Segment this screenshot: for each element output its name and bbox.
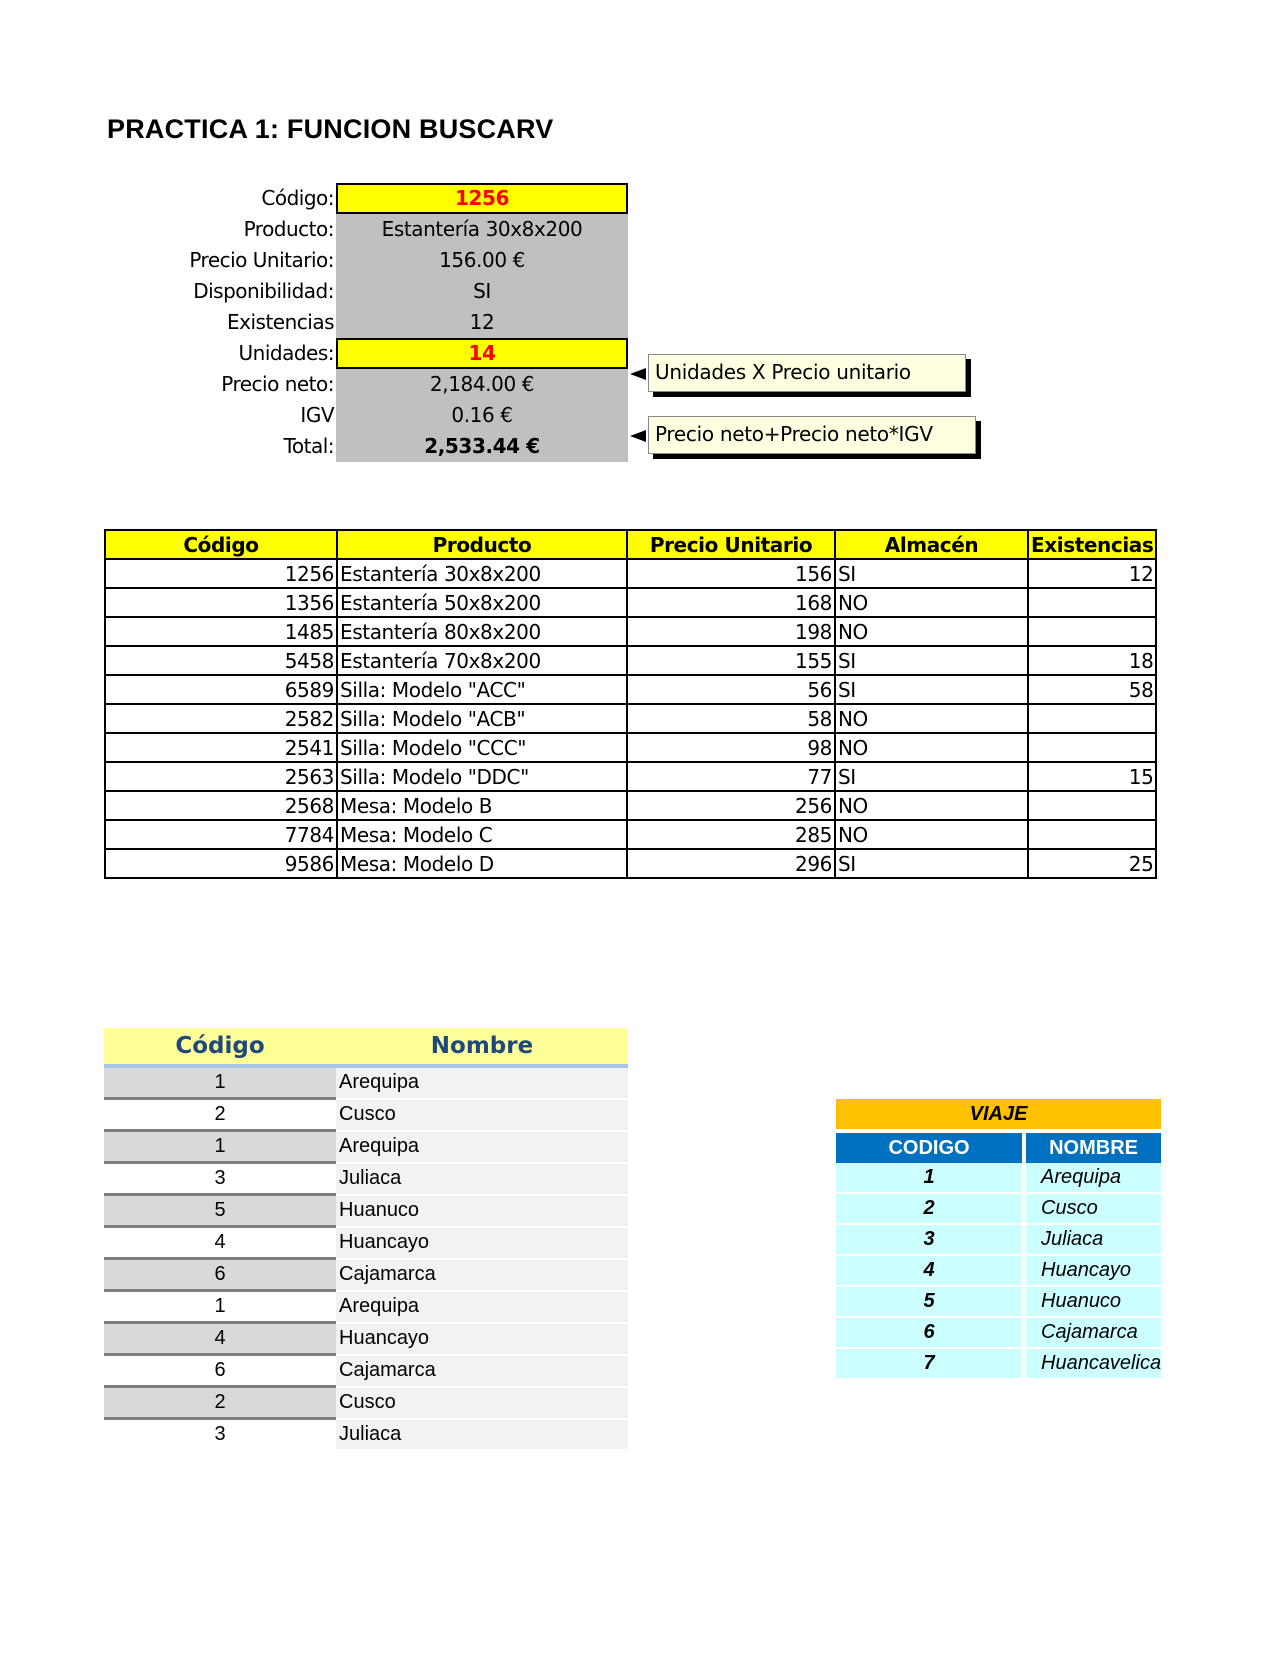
cell-code[interactable]: 1 <box>836 1163 1026 1194</box>
neto-value-cell[interactable]: 2,184.00 € <box>336 369 628 400</box>
cell-name[interactable]: Juliaca <box>336 1163 628 1195</box>
cell-existencias[interactable]: 15 <box>1028 762 1156 791</box>
disponibilidad-value-cell[interactable]: SI <box>336 276 628 307</box>
producto-value-cell[interactable]: Estantería 30x8x200 <box>336 214 628 245</box>
cell-code[interactable]: 2 <box>104 1099 336 1131</box>
list-item <box>104 1227 628 1259</box>
cell-producto[interactable]: Mesa: Modelo D <box>337 849 627 878</box>
cell-name[interactable]: Huanuco <box>1026 1287 1161 1318</box>
products-table <box>104 529 1157 879</box>
cell-codigo[interactable]: 1256 <box>105 559 337 588</box>
cell-producto[interactable]: Estantería 80x8x200 <box>337 617 627 646</box>
cell-existencias[interactable]: 58 <box>1028 675 1156 704</box>
codigo-input-cell[interactable]: 1256 <box>336 183 628 214</box>
cell-almacen[interactable]: SI <box>835 675 1028 704</box>
viaje-table <box>836 1099 1161 1380</box>
cell-codigo[interactable]: 7784 <box>105 820 337 849</box>
cell-code[interactable]: 2 <box>104 1387 336 1419</box>
cell-code[interactable]: 3 <box>836 1225 1026 1256</box>
cell-codigo[interactable]: 1485 <box>105 617 337 646</box>
cell-codigo[interactable]: 1356 <box>105 588 337 617</box>
table-row <box>836 1318 1161 1349</box>
cell-name[interactable]: Arequipa <box>336 1131 628 1163</box>
header-existencias[interactable]: Existencias <box>1028 530 1156 559</box>
cell-existencias[interactable] <box>1028 791 1156 820</box>
header-nombre[interactable]: Nombre <box>336 1028 628 1066</box>
neto-label: Precio neto: <box>221 372 334 396</box>
codes-header-row <box>104 1028 628 1066</box>
list-item <box>104 1323 628 1355</box>
cell-precio[interactable]: 285 <box>627 820 835 849</box>
cell-existencias[interactable] <box>1028 617 1156 646</box>
cell-name[interactable]: Cusco <box>336 1387 628 1419</box>
table-row <box>105 704 1156 733</box>
cell-producto[interactable]: Mesa: Modelo B <box>337 791 627 820</box>
comment-arrow-icon <box>630 430 646 442</box>
cell-code[interactable]: 4 <box>836 1256 1026 1287</box>
cell-code[interactable]: 6 <box>104 1355 336 1387</box>
cell-code[interactable]: 7 <box>836 1349 1026 1380</box>
cell-code[interactable]: 6 <box>836 1318 1026 1349</box>
page-title: PRACTICA 1: FUNCION BUSCARV <box>107 114 554 144</box>
cell-codigo[interactable]: 6589 <box>105 675 337 704</box>
viaje-title: VIAJE <box>836 1099 1161 1129</box>
header-codigo[interactable]: Código <box>105 530 337 559</box>
cell-name[interactable]: Huancayo <box>1026 1256 1161 1287</box>
cell-name[interactable]: Huancayo <box>336 1227 628 1259</box>
cell-name[interactable]: Huancavelica <box>1026 1349 1161 1380</box>
cell-code[interactable]: 5 <box>836 1287 1026 1318</box>
cell-name[interactable]: Arequipa <box>1026 1163 1161 1194</box>
table-row <box>105 791 1156 820</box>
header-codigo[interactable]: Código <box>104 1028 336 1066</box>
cell-name[interactable]: Cusco <box>1026 1194 1161 1225</box>
form-row-codigo <box>100 183 630 214</box>
list-item <box>104 1066 628 1099</box>
cell-producto[interactable]: Silla: Modelo "DDC" <box>337 762 627 791</box>
producto-label: Producto: <box>243 217 334 241</box>
header-nombre[interactable]: NOMBRE <box>1026 1129 1161 1163</box>
cell-almacen[interactable]: SI <box>835 559 1028 588</box>
cell-precio[interactable]: 156 <box>627 559 835 588</box>
cell-code[interactable]: 1 <box>104 1131 336 1163</box>
cell-codigo[interactable]: 2541 <box>105 733 337 762</box>
cell-existencias[interactable]: 18 <box>1028 646 1156 675</box>
table-row <box>836 1194 1161 1225</box>
comment-arrow-icon <box>630 368 646 380</box>
disponibilidad-label: Disponibilidad: <box>193 279 334 303</box>
products-header-row <box>105 530 1156 559</box>
cell-name[interactable]: Juliaca <box>336 1419 628 1450</box>
cell-precio[interactable]: 168 <box>627 588 835 617</box>
table-row <box>105 849 1156 878</box>
list-item <box>104 1131 628 1163</box>
cell-precio[interactable]: 256 <box>627 791 835 820</box>
total-value-cell[interactable]: 2,533.44 € <box>336 431 628 462</box>
cell-code[interactable]: 3 <box>104 1419 336 1450</box>
cell-almacen[interactable]: NO <box>835 820 1028 849</box>
cell-codigo[interactable]: 2582 <box>105 704 337 733</box>
table-row <box>836 1287 1161 1318</box>
list-item <box>104 1195 628 1227</box>
cell-producto[interactable]: Estantería 50x8x200 <box>337 588 627 617</box>
cell-almacen[interactable]: SI <box>835 762 1028 791</box>
cell-name[interactable]: Arequipa <box>336 1291 628 1323</box>
cell-code[interactable]: 2 <box>836 1194 1026 1225</box>
list-item <box>104 1099 628 1131</box>
cell-code[interactable]: 6 <box>104 1259 336 1291</box>
form-row-unidades <box>100 338 630 369</box>
table-row <box>105 559 1156 588</box>
cell-name[interactable]: Juliaca <box>1026 1225 1161 1256</box>
header-producto[interactable]: Producto <box>337 530 627 559</box>
cell-almacen[interactable]: SI <box>835 849 1028 878</box>
list-item <box>104 1419 628 1450</box>
cell-precio[interactable]: 198 <box>627 617 835 646</box>
cell-precio[interactable]: 77 <box>627 762 835 791</box>
form-row-existencias <box>100 307 630 338</box>
precio-label: Precio Unitario: <box>189 248 334 272</box>
codes-table <box>104 1028 628 1451</box>
cell-precio[interactable]: 155 <box>627 646 835 675</box>
table-row <box>105 646 1156 675</box>
cell-precio[interactable]: 58 <box>627 704 835 733</box>
list-item <box>104 1163 628 1195</box>
table-row <box>836 1349 1161 1380</box>
cell-producto[interactable]: Estantería 30x8x200 <box>337 559 627 588</box>
list-item <box>104 1355 628 1387</box>
cell-precio[interactable]: 56 <box>627 675 835 704</box>
table-row <box>105 675 1156 704</box>
header-codigo[interactable]: CODIGO <box>836 1129 1026 1163</box>
form-row-total <box>100 431 630 462</box>
form-row-precio <box>100 245 630 276</box>
cell-codigo[interactable]: 9586 <box>105 849 337 878</box>
viaje-header-row <box>836 1129 1161 1163</box>
cell-name[interactable]: Cusco <box>336 1099 628 1131</box>
table-row <box>105 820 1156 849</box>
list-item <box>104 1387 628 1419</box>
cell-code[interactable]: 4 <box>104 1323 336 1355</box>
igv-value-cell[interactable]: 0.16 € <box>336 400 628 431</box>
cell-code[interactable]: 5 <box>104 1195 336 1227</box>
unidades-input-cell[interactable]: 14 <box>336 338 628 369</box>
form-row-disponibilidad <box>100 276 630 307</box>
viaje-title-row <box>836 1099 1161 1129</box>
precio-value-cell[interactable]: 156.00 € <box>336 245 628 276</box>
cell-code[interactable]: 4 <box>104 1227 336 1259</box>
table-row <box>836 1256 1161 1287</box>
header-almacen[interactable]: Almacén <box>835 530 1028 559</box>
list-item <box>104 1259 628 1291</box>
cell-existencias[interactable] <box>1028 733 1156 762</box>
cell-almacen[interactable]: SI <box>835 646 1028 675</box>
cell-code[interactable]: 1 <box>104 1066 336 1099</box>
table-row <box>105 762 1156 791</box>
cell-almacen[interactable]: NO <box>835 617 1028 646</box>
cell-producto[interactable]: Mesa: Modelo C <box>337 820 627 849</box>
cell-precio[interactable]: 98 <box>627 733 835 762</box>
cell-name[interactable]: Huanuco <box>336 1195 628 1227</box>
table-row <box>836 1163 1161 1194</box>
cell-codigo[interactable]: 5458 <box>105 646 337 675</box>
comment-neto[interactable]: Unidades X Precio unitario <box>648 354 966 392</box>
table-row <box>105 617 1156 646</box>
cell-producto[interactable]: Silla: Modelo "ACB" <box>337 704 627 733</box>
cell-name[interactable]: Cajamarca <box>336 1259 628 1291</box>
table-row <box>105 733 1156 762</box>
table-row <box>836 1225 1161 1256</box>
list-item <box>104 1291 628 1323</box>
cell-almacen[interactable]: NO <box>835 588 1028 617</box>
cell-code[interactable]: 1 <box>104 1291 336 1323</box>
igv-label: IGV <box>300 403 334 427</box>
cell-almacen[interactable]: NO <box>835 704 1028 733</box>
cell-producto[interactable]: Silla: Modelo "CCC" <box>337 733 627 762</box>
table-row <box>105 588 1156 617</box>
cell-name[interactable]: Arequipa <box>336 1066 628 1099</box>
cell-name[interactable]: Huancayo <box>336 1323 628 1355</box>
existencias-label: Existencias <box>227 310 334 334</box>
cell-existencias[interactable]: 25 <box>1028 849 1156 878</box>
comment-total[interactable]: Precio neto+Precio neto*IGV <box>648 416 976 454</box>
cell-code[interactable]: 3 <box>104 1163 336 1195</box>
form-row-igv <box>100 400 630 431</box>
cell-name[interactable]: Cajamarca <box>1026 1318 1161 1349</box>
cell-codigo[interactable]: 2563 <box>105 762 337 791</box>
cell-existencias[interactable] <box>1028 588 1156 617</box>
cell-precio[interactable]: 296 <box>627 849 835 878</box>
cell-codigo[interactable]: 2568 <box>105 791 337 820</box>
cell-producto[interactable]: Silla: Modelo "ACC" <box>337 675 627 704</box>
cell-existencias[interactable]: 12 <box>1028 559 1156 588</box>
existencias-value-cell[interactable]: 12 <box>336 307 628 338</box>
codigo-label: Código: <box>261 186 334 210</box>
cell-existencias[interactable] <box>1028 820 1156 849</box>
form-row-producto <box>100 214 630 245</box>
cell-almacen[interactable]: NO <box>835 791 1028 820</box>
form-row-neto <box>100 369 630 400</box>
cell-existencias[interactable] <box>1028 704 1156 733</box>
header-precio-unitario[interactable]: Precio Unitario <box>627 530 835 559</box>
cell-almacen[interactable]: NO <box>835 733 1028 762</box>
cell-name[interactable]: Cajamarca <box>336 1355 628 1387</box>
unidades-label: Unidades: <box>238 341 334 365</box>
cell-producto[interactable]: Estantería 70x8x200 <box>337 646 627 675</box>
total-label: Total: <box>283 434 334 458</box>
